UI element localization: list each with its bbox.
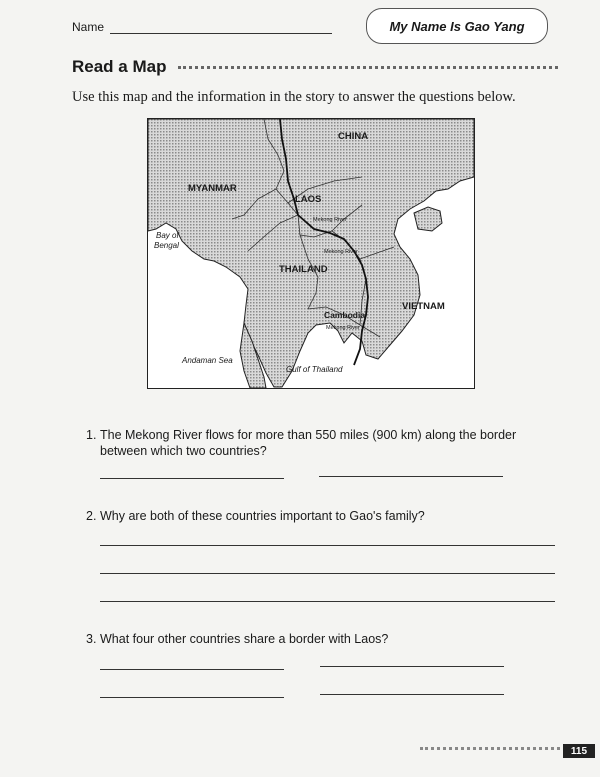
southeast-asia-map bbox=[147, 118, 475, 389]
answer-2-line-2[interactable] bbox=[100, 573, 555, 574]
answer-1b-line[interactable] bbox=[319, 476, 503, 477]
map-label-thailand: THAILAND bbox=[279, 264, 328, 275]
map-label-gulf-of-thailand: Gulf of Thailand bbox=[286, 365, 343, 374]
name-field[interactable] bbox=[110, 21, 332, 34]
map-label-china: CHINA bbox=[338, 131, 369, 142]
answer-3d-line[interactable] bbox=[320, 694, 504, 695]
footer-dotted-rule bbox=[420, 747, 560, 750]
answer-3b-line[interactable] bbox=[320, 666, 504, 667]
map-label-vietnam: VIETNAM bbox=[402, 301, 445, 312]
question-1-number: 1. bbox=[86, 428, 97, 442]
question-1-text: The Mekong River flows for more than 550 miles (900 km) along the border between which two countries? bbox=[100, 428, 517, 458]
question-3-number: 3. bbox=[86, 632, 97, 646]
answer-3c-line[interactable] bbox=[100, 697, 284, 698]
question-2 bbox=[86, 508, 546, 524]
name-row bbox=[72, 20, 332, 34]
story-title: My Name Is Gao Yang bbox=[389, 18, 525, 34]
question-1 bbox=[86, 427, 546, 459]
section-heading: Read a Map bbox=[72, 57, 167, 76]
question-2-text: Why are both of these countries important to Gao's family? bbox=[100, 509, 425, 523]
name-label: Name bbox=[72, 20, 105, 34]
mainland-landmass bbox=[148, 119, 474, 387]
page-number: 115 bbox=[563, 744, 595, 758]
map-label-cambodia: Cambodia bbox=[324, 310, 366, 320]
question-2-number: 2. bbox=[86, 509, 97, 523]
map-label-myanmar: MYANMAR bbox=[188, 183, 237, 194]
map-label-mekong-3: Mekong River bbox=[326, 325, 360, 331]
map-label-bengal: Bengal bbox=[154, 241, 179, 250]
question-3 bbox=[86, 631, 546, 647]
map-label-mekong-2: Mekong River bbox=[324, 249, 358, 255]
answer-2-line-3[interactable] bbox=[100, 601, 555, 602]
answer-2-line-1[interactable] bbox=[100, 545, 555, 546]
question-3-text: What four other countries share a border with Laos? bbox=[100, 632, 389, 646]
map-label-bay-of: Bay of bbox=[156, 231, 179, 240]
hainan-island bbox=[414, 207, 442, 231]
answer-1a-line[interactable] bbox=[100, 478, 284, 479]
heading-dotted-rule bbox=[178, 66, 558, 69]
map-label-andaman-sea: Andaman Sea bbox=[182, 356, 233, 365]
story-title-box bbox=[366, 8, 548, 44]
map-label-laos: LAOS bbox=[295, 194, 322, 205]
answer-3a-line[interactable] bbox=[100, 669, 284, 670]
map-label-mekong-1: Mekong River bbox=[313, 217, 347, 223]
instructions: Use this map and the information in the story to answer the questions below. bbox=[72, 89, 516, 105]
map-graphic bbox=[148, 119, 474, 388]
